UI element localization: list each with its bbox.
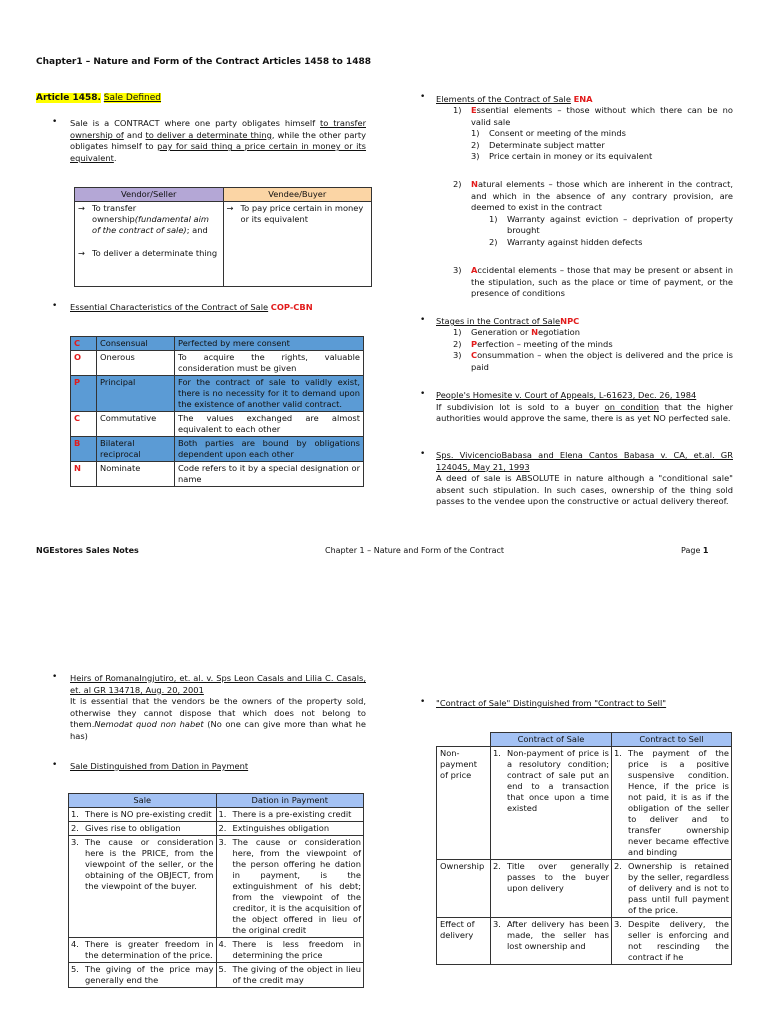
- characteristic-letter: C: [71, 337, 97, 351]
- list-number: 1): [471, 128, 480, 139]
- dation-cell-text: The giving of the object in lieu of the credit may: [232, 964, 361, 985]
- dation-header-sale: Sale: [69, 794, 217, 808]
- dation-cell-content: [71, 939, 214, 961]
- characteristic-desc: Perfected by mere consent: [175, 337, 364, 351]
- accidental-elements: [453, 265, 733, 300]
- list-number: 1): [489, 213, 498, 224]
- dation-heading: Sale Distinguished from Dation in Payment: [70, 761, 249, 771]
- characteristic-row: [71, 376, 364, 412]
- article-name: Sale Defined: [103, 93, 162, 103]
- sale-def-text: and: [126, 129, 143, 140]
- characteristic-letter: O: [71, 351, 97, 376]
- characteristic-row: [71, 437, 364, 462]
- bullet-icon: •: [420, 449, 426, 459]
- list-number: 2.: [218, 823, 227, 833]
- bullet-icon: •: [52, 672, 58, 682]
- dation-cell-content: [219, 964, 362, 986]
- essential-elements-text: ssential elements – those without which there can be no valid sale: [471, 105, 733, 127]
- dation-row: [69, 836, 364, 938]
- list-number: 5.: [71, 964, 79, 974]
- dation-cell-left: [69, 808, 217, 822]
- dation-cell-text: Gives rise to obligation: [85, 823, 181, 833]
- dation-cell-content: [71, 809, 214, 820]
- dation-cell-content: [71, 837, 214, 892]
- bullet-icon: •: [420, 697, 426, 707]
- list-number: 1.: [493, 748, 501, 758]
- cts-cell-text: The payment of the price is a positive suspensive condition. Hence, if the price is not paid, it is as if the obligation of the seller to deliver and to transfer ownership never became effective and binding: [628, 748, 729, 857]
- case-title: Sps. VivicencioBabasa and Elena Cantos Babasa v. CA, et.al. GR 124045, May 21, 1993: [436, 450, 733, 472]
- case-body: It is essential that the vendors be the owners of the property sold, otherwise they cannot dispose that which does not belong to them.: [70, 696, 366, 730]
- sale-def-text: Sale is a CONTRACT where one party obligates himself: [70, 118, 316, 128]
- essential-elements-list: [471, 128, 733, 163]
- bullet-icon: •: [52, 760, 58, 770]
- dation-cell-right: [216, 938, 364, 963]
- vendee-obligation-1: [227, 203, 369, 225]
- case-body-underlined: on condition: [604, 401, 659, 412]
- dation-cell-text: The cause or consideration here is the PRICE, from the viewpoint of the seller, or the obtaining of the OBJECT, from the viewpoint of the buyer.: [85, 837, 214, 891]
- characteristic-name: Bilateral reciprocal: [97, 437, 175, 462]
- cts-row: [437, 747, 732, 860]
- dation-cell-content: [219, 809, 362, 820]
- cts-cell-text: Despite delivery, the seller is enforcing and not rescinding the contract if he: [628, 919, 729, 962]
- cts-cell-mid: [491, 860, 612, 918]
- essential-element-item: [471, 140, 733, 152]
- dation-cell-text: The cause or consideration here, from the viewpoint of the person offering he dation in payment, is the extinguishment of his debt; from the viewpoint of the creditor, it is the acquisition of the object offered in lieu of the original credit: [232, 837, 361, 935]
- ess-char-heading: [70, 302, 313, 314]
- bullet-icon: •: [52, 301, 58, 311]
- characteristic-desc: Both parties are bound by obligations dependent upon each other: [175, 437, 364, 462]
- sale-def-underlined: to transfer ownership of: [70, 118, 366, 140]
- sale-def-text: .: [113, 152, 117, 163]
- dation-cell-text: There is a pre-existing credit: [232, 809, 352, 819]
- accidental-elements-text: ccidental elements – those that may be present or absent in the stipulation, such as the place or time of payment, or the presence of conditions: [471, 265, 733, 299]
- bullet-icon: •: [420, 315, 426, 325]
- list-number: 1): [453, 105, 462, 115]
- case-title: People's Homesite v. Court of Appeals, L-61623, Dec. 26, 1984: [436, 390, 697, 400]
- cts-cell-right: [612, 747, 732, 860]
- stage-text: erfection – meeting of the minds: [477, 338, 613, 349]
- dation-cell-right: [216, 808, 364, 822]
- stage-item: [453, 350, 733, 373]
- dation-cell-left: [69, 836, 217, 938]
- cts-cell-content: [493, 861, 609, 894]
- article-label: Article 1458.: [36, 93, 101, 103]
- dation-header-dation: Dation in Payment: [216, 794, 364, 808]
- vendee-cell: [223, 202, 372, 287]
- list-number: 3): [453, 265, 462, 275]
- vendor-header: Vendor/Seller: [75, 188, 224, 202]
- cts-cell-text: Title over generally passes to the buyer upon delivery: [507, 861, 609, 893]
- list-number: 3): [471, 151, 480, 162]
- dation-cell-content: [219, 823, 362, 834]
- cts-row-label: Effect of delivery: [437, 918, 491, 965]
- cts-cell-right: [612, 860, 732, 918]
- page-2: [0, 600, 768, 1024]
- stage-text: Generation or: [471, 327, 532, 337]
- arrow-icon: →: [78, 248, 85, 258]
- footer-page-number: 1: [702, 546, 709, 555]
- arrow-icon: →: [226, 203, 234, 213]
- list-number: 3.: [218, 837, 227, 847]
- natural-elements: [453, 179, 733, 249]
- natural-elements-list: [489, 214, 733, 249]
- cts-cell-right: [612, 918, 732, 965]
- list-number: 2): [453, 179, 462, 189]
- list-number: 2.: [493, 861, 501, 871]
- natural-element-item: [489, 214, 733, 237]
- dation-table: [68, 793, 364, 988]
- essential-elements: [453, 105, 733, 163]
- dation-cell-content: [219, 837, 362, 936]
- dation-cell-left: [69, 822, 217, 836]
- mnemonic-letter: C: [471, 350, 478, 361]
- cts-header-sale: Contract of Sale: [491, 733, 612, 747]
- cts-cell-content: [614, 861, 729, 916]
- cts-cell-mid: [491, 747, 612, 860]
- mnemonic-letter: N: [531, 327, 539, 337]
- dation-cell-content: [71, 823, 214, 834]
- stages-code: NPC: [560, 316, 580, 326]
- list-number: 1.: [71, 809, 79, 819]
- cts-cell-content: [614, 919, 729, 963]
- cts-row-label: Non-payment of price: [437, 747, 491, 860]
- vendor-obligation-italic: (fundamental aim of the contract of sale): [92, 214, 210, 235]
- sale-def-underlined: pay for said thing a price certain in money or its equivalent: [70, 141, 367, 163]
- characteristic-row: [71, 337, 364, 351]
- bullet-icon: •: [52, 117, 58, 127]
- vendor-obligation-2: [78, 248, 220, 259]
- list-number: 2): [453, 338, 462, 349]
- characteristic-name: Principal: [97, 376, 175, 412]
- vendor-vendee-table: [74, 187, 372, 287]
- list-number: 4.: [71, 939, 79, 949]
- dation-row: [69, 938, 364, 963]
- cts-header-sell: Contract to Sell: [612, 733, 732, 747]
- characteristic-letter: C: [71, 412, 97, 437]
- list-number: 2.: [71, 823, 79, 833]
- dation-cell-left: [69, 963, 217, 988]
- list-number: 2): [471, 139, 480, 150]
- characteristic-desc: For the contract of sale to validly exist, there is no necessity for it to demand upon the existence of another valid contract.: [175, 376, 364, 412]
- list-number: 3): [453, 350, 462, 361]
- stage-text: onsummation – when the object is delivered and the price is paid: [471, 350, 733, 372]
- dation-row: [69, 808, 364, 822]
- dation-cell-right: [216, 822, 364, 836]
- characteristic-letter: B: [71, 437, 97, 462]
- bullet-icon: •: [420, 389, 426, 399]
- case-heirs: [70, 673, 366, 743]
- vendor-obligation-1: [78, 203, 220, 236]
- characteristic-letter: P: [71, 376, 97, 412]
- vendor-obligation-text: To transfer ownership: [92, 203, 137, 224]
- vendee-header: Vendee/Buyer: [223, 188, 372, 202]
- elements-heading: [436, 94, 593, 106]
- list-number: 1.: [218, 809, 227, 819]
- cts-header-blank: [437, 733, 491, 747]
- vendee-obligation-text: To pay price certain in money or its equivalent: [240, 203, 364, 224]
- natural-element-item-text: Warranty against eviction – deprivation of property brought: [507, 213, 733, 236]
- dation-cell-right: [216, 836, 364, 938]
- list-number: 1.: [614, 748, 622, 758]
- case-babasa: [436, 450, 733, 508]
- list-number: 3.: [71, 837, 79, 847]
- vendor-obligation-text: To deliver a determinate thing: [92, 248, 218, 258]
- mnemonic-letter: P: [471, 338, 478, 349]
- dation-cell-text: There is NO pre-existing credit: [85, 809, 212, 819]
- dation-cell-text: There is less freedom in determining the price: [232, 939, 361, 960]
- characteristic-desc: To acquire the rights, valuable consideration must be given: [175, 351, 364, 376]
- characteristic-name: Consensual: [97, 337, 175, 351]
- characteristic-row: [71, 462, 364, 487]
- dation-row: [69, 963, 364, 988]
- characteristic-row: [71, 351, 364, 376]
- stages-label: Stages in the Contract of Sale: [436, 316, 561, 326]
- cts-cell-content: [493, 919, 609, 952]
- arrow-icon: →: [78, 203, 85, 213]
- cts-row: [437, 860, 732, 918]
- elements-label: Elements of the Contract of Sale: [436, 94, 571, 104]
- list-number: 1): [453, 327, 462, 337]
- cts-cell-content: [614, 748, 729, 858]
- characteristic-name: Nominate: [97, 462, 175, 487]
- dation-cell-right: [216, 963, 364, 988]
- natural-element-item-text: Warranty against hidden defects: [507, 236, 643, 247]
- characteristic-desc: The values exchanged are almost equivalent to each other: [175, 412, 364, 437]
- characteristics-table: [70, 336, 364, 487]
- sale-def-text: , while the other party obligates himself to: [70, 129, 367, 152]
- article-heading: [36, 92, 161, 104]
- list-number: 2): [489, 236, 498, 247]
- sale-definition: [70, 118, 366, 164]
- dation-cell-content: [219, 939, 362, 961]
- list-number: 4.: [218, 939, 227, 949]
- ess-char-code: COP-CBN: [270, 302, 313, 312]
- case-body: that the higher authorities would approve the same, there is as yet NO perfected sale.: [436, 401, 733, 424]
- list-number: 3.: [493, 919, 501, 929]
- case-body-italic: Nemodat quod non habet: [94, 719, 204, 730]
- natural-elements-text: atural elements – those which are inherent in the contract, and which in the absence of any contrary provision, are deemed to exist in the contract: [471, 179, 733, 213]
- elements-code: ENA: [573, 94, 593, 104]
- vendor-obligation-text: ; and: [186, 225, 208, 235]
- case-title: Heirs of RomanaIngjutiro, et. al. v. Sps Leon Casals and Lilia C. Casals, et. al GR 134718, Aug. 20, 2001: [70, 673, 366, 695]
- essential-element-item: [471, 128, 733, 140]
- ess-char-label: Essential Characteristics of the Contract of Sale: [70, 302, 269, 312]
- stage-item: [453, 339, 733, 351]
- cts-cell-text: Non-payment of price is a resolutory condition; contract of sale put an end to a transaction that once upon a time existed: [507, 748, 609, 813]
- characteristic-name: Commutative: [97, 412, 175, 437]
- bullet-icon: •: [420, 92, 426, 102]
- essential-element-item: [471, 151, 733, 163]
- characteristic-letter: N: [71, 462, 97, 487]
- cts-row: [437, 918, 732, 965]
- chapter-title: Chapter1 – Nature and Form of the Contract Articles 1458 to 1488: [36, 57, 371, 67]
- dation-cell-content: [71, 964, 214, 986]
- case-peoples-homesite: [436, 390, 733, 425]
- natural-element-item: [489, 237, 733, 249]
- characteristic-row: [71, 412, 364, 437]
- mnemonic-letter: N: [471, 179, 478, 189]
- cts-heading: "Contract of Sale" Distinguished from "Contract to Sell": [436, 698, 667, 708]
- mnemonic-letter: E: [471, 105, 477, 115]
- mnemonic-letter: A: [471, 265, 478, 275]
- characteristic-desc: Code refers to it by a special designation or name: [175, 462, 364, 487]
- dation-cell-text: Extinguishes obligation: [232, 823, 330, 833]
- dation-cell-text: There is greater freedom in the determination of the price.: [85, 939, 214, 960]
- footer-page-label: Page: [681, 546, 701, 555]
- footer-page: [681, 546, 709, 555]
- stage-text: egotiation: [538, 327, 580, 337]
- cts-cell-text: After delivery has been made, the seller has lost ownership and: [507, 919, 609, 951]
- essential-element-item-text: Determinate subject matter: [489, 139, 605, 150]
- dation-row: [69, 822, 364, 836]
- case-body: (No one can give more than what he has): [70, 719, 366, 741]
- essential-element-item-text: Consent or meeting of the minds: [489, 128, 626, 139]
- footer-left: NGEstores Sales Notes: [36, 546, 139, 555]
- cts-row-label: Ownership: [437, 860, 491, 918]
- contract-to-sell-table: [436, 732, 732, 965]
- list-number: 2.: [614, 861, 622, 871]
- footer-center: Chapter 1 – Nature and Form of the Contract: [325, 546, 505, 555]
- cts-cell-text: Ownership is retained by the seller, regardless of delivery and is not to pass until full payment of the price.: [628, 861, 729, 915]
- stages-list: [453, 327, 733, 373]
- vendor-cell: [75, 202, 224, 287]
- dation-cell-left: [69, 938, 217, 963]
- characteristic-name: Onerous: [97, 351, 175, 376]
- stages-heading: [436, 316, 579, 328]
- list-number: 5.: [218, 964, 227, 974]
- case-body: A deed of sale is ABSOLUTE in nature although a "conditional sale" absent such stipulation. In such cases, ownership of the thing sold passes to the vendee upon the constructive or actual delivery thereof.: [436, 473, 733, 507]
- sale-def-underlined: to deliver a determinate thing: [145, 129, 272, 140]
- cts-cell-mid: [491, 918, 612, 965]
- stage-item: [453, 327, 733, 339]
- essential-element-item-text: Price certain in money or its equivalent: [489, 151, 653, 162]
- dation-cell-text: The giving of the price may generally end the: [85, 964, 214, 985]
- list-number: 3.: [614, 919, 622, 929]
- cts-cell-content: [493, 748, 609, 814]
- case-body: If subdivision lot is sold to a buyer: [436, 401, 600, 412]
